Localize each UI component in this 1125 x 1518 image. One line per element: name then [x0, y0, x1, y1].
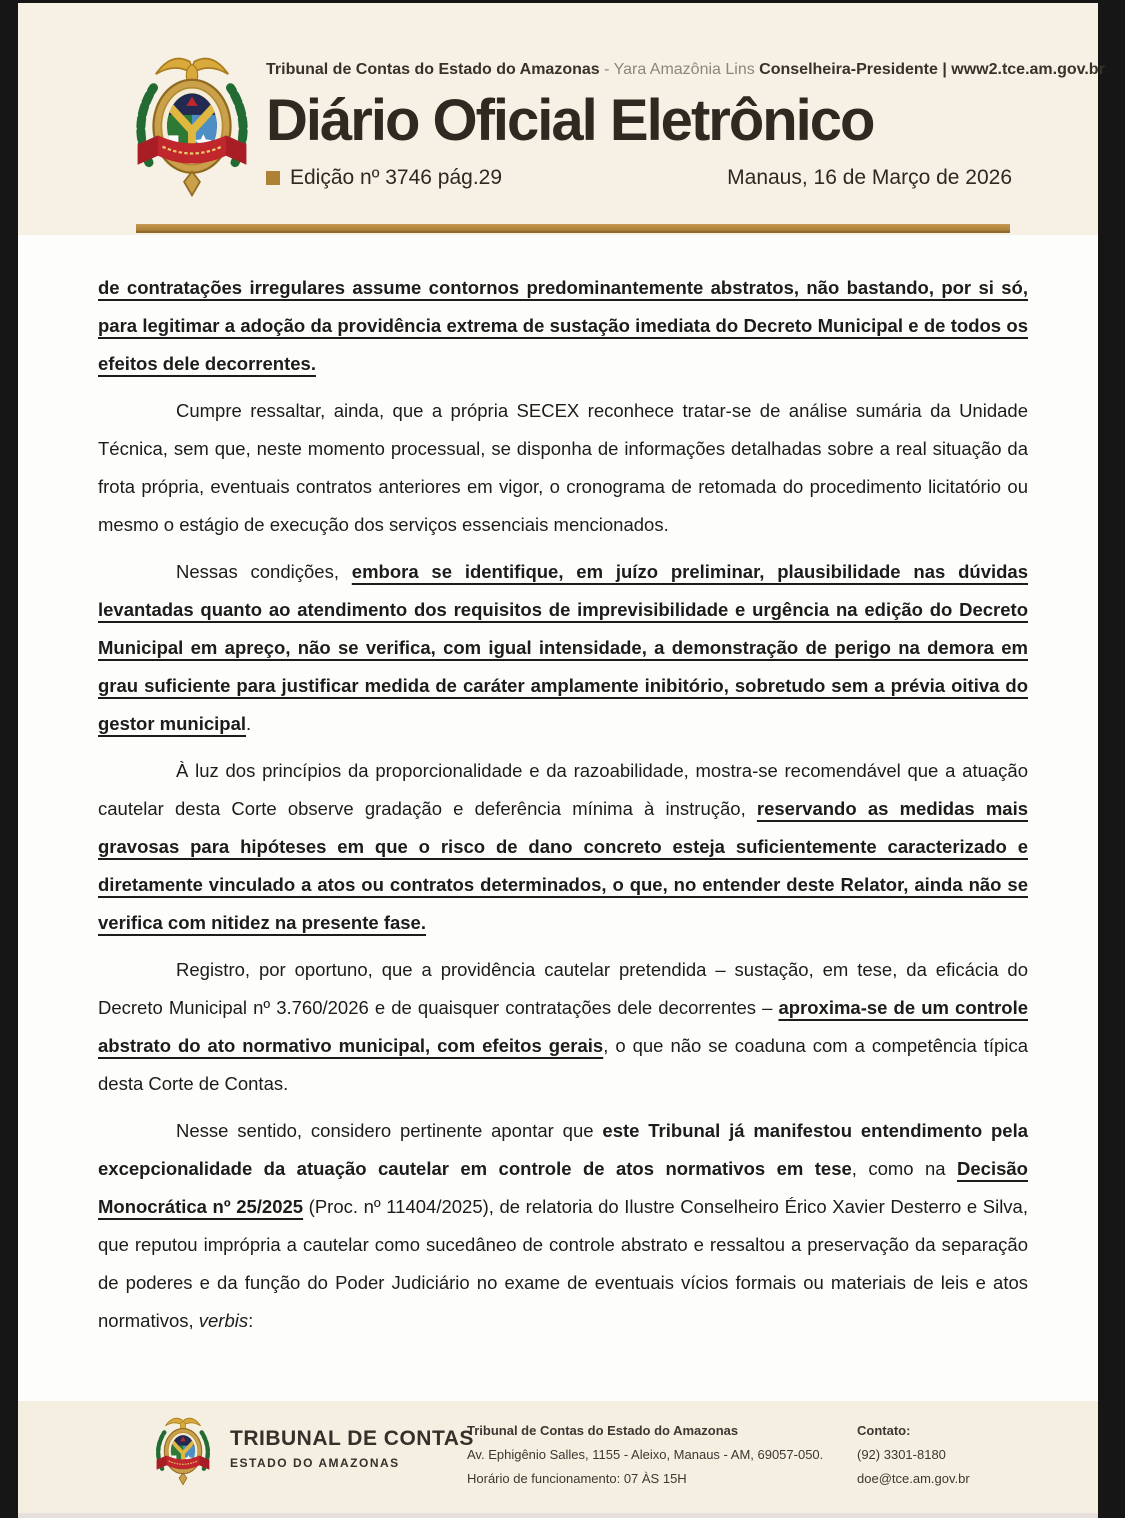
footer — [18, 1401, 1098, 1515]
text-run: Cumpre ressaltar, ainda, que a própria SECEX reconhece tratar-se de análise sumária da Unidade Técnica, sem que, neste momento processual, se disponha de informações detalhadas sobre a real situação da frota própria, eventuais contratos anteriores em vigor, o cronograma de retomada do procedimento licitatório ou mesmo o estágio de execução dos serviços essenciais mencionados. — [98, 400, 1028, 535]
text-run: Nessas condições, — [176, 561, 352, 582]
org-separator: - — [599, 61, 614, 78]
footer-brand-subtitle: ESTADO DO AMAZONAS — [230, 1456, 400, 1470]
president-title-url: Conselheira-Presidente | www2.tce.am.gov.br — [759, 61, 1105, 78]
text-run: Decisão Monocrática nº 25/2025 — [98, 1158, 1028, 1217]
text-run: Registro, por oportuno, que a providência cautelar pretendida – sustação, em tese, da eficácia do Decreto Municipal nº 3.760/2026 e de quaisquer contratações dele decorrentes – — [98, 959, 1028, 1018]
president-name: Yara Amazônia Lins — [613, 61, 760, 78]
org-name: Tribunal de Contas do Estado do Amazonas — [266, 61, 600, 78]
bottom-strip — [18, 1513, 1098, 1518]
paragraph — [98, 553, 1028, 743]
text-run: embora se identifique, em juízo preliminar, plausibilidade nas dúvidas levantadas quanto ao atendimento dos requisitos de imprevisibilidade e urgência na edição do Decreto Municipal em apreço, não se verifica, com igual intensidade, a demonstração de perigo na demora em grau suficiente para justificar medida de caráter amplamente inibitório, sobretudo sem a prévia oitiva do gestor municipal — [98, 561, 1028, 734]
footer-office-name: Tribunal de Contas do Estado do Amazonas — [467, 1423, 739, 1438]
tce-coat-of-arms-icon — [124, 39, 260, 209]
edition-label — [266, 166, 502, 190]
header-text — [266, 3, 1105, 190]
footer-brand — [230, 1427, 474, 1470]
text-run: verbis — [198, 1310, 249, 1331]
header — [18, 3, 1105, 235]
text-run: , como na — [851, 1158, 958, 1179]
footer-office-block — [467, 1419, 823, 1491]
paragraph — [98, 951, 1028, 1103]
text-run: (Proc. nº 11404/2025), de relatoria do Ilustre Conselheiro Érico Xavier Desterro e Silva, que reputou imprópria a cautelar como sucedâneo de controle abstrato e ressaltou a preservação da separação de poderes e da função do Poder Judiciário no exame de eventuais vícios formais ou materiais de leis e atos normativos, — [98, 1196, 1028, 1331]
page-title: Diário Oficial Eletrônico — [266, 88, 874, 153]
text-run: de contratações irregulares assume contornos predominantemente abstratos, não bastando, por si só, para legitimar a adoção da providência extrema de sustação imediata do Decreto Municipal e de todos os efeitos dele decorrentes. — [98, 277, 1028, 374]
tce-coat-of-arms-small-icon — [150, 1409, 216, 1491]
edition-text: Edição nº 3746 pág.29 — [290, 166, 503, 189]
text-run: : — [248, 1310, 254, 1331]
text-run: , o que não se coaduna com a competência típica desta Corte de Contas. — [98, 1035, 1028, 1094]
header-divider — [136, 224, 1010, 233]
date-label: Manaus, 16 de Março de 2026 — [727, 166, 1012, 189]
text-run: aproxima-se de um controle abstrato do ato normativo municipal, com efeitos gerais — [98, 997, 1029, 1056]
text-run: . — [246, 713, 252, 734]
text-run: este Tribunal já manifestou entendimento pela excepcionalidade da atuação cautelar em controle de atos normativos em tese — [98, 1120, 1028, 1179]
footer-brand-title: TRIBUNAL DE CONTAS — [230, 1427, 474, 1450]
text-run: À luz dos princípios da proporcionalidade e da razoabilidade, mostra-se recomendável que a atuação cautelar desta Corte observe gradação e deferência mínima à instrução, — [98, 760, 1028, 819]
document — [18, 3, 1105, 1518]
footer-office-address: Av. Ephigênio Salles, 1155 - Aleixo, Manaus - AM, 69057-050. — [467, 1447, 824, 1462]
org-line — [266, 61, 1105, 79]
paragraph — [98, 392, 1028, 544]
footer-contact-email: doe@tce.am.gov.br — [857, 1471, 970, 1486]
text-run: reservando as medidas mais gravosas para hipóteses em que o risco de dano concreto esteja suficientemente caracterizado e diretamente vinculado a atos ou contratos determinados, o que, no entender deste Relator, ainda não se verifica com nitidez na presente fase. — [98, 798, 1028, 933]
paragraph — [98, 269, 1028, 383]
paragraph — [98, 752, 1028, 942]
footer-contact-phone: (92) 3301-8180 — [857, 1447, 946, 1462]
edition-bullet-icon — [266, 171, 280, 185]
meta-row — [266, 166, 1012, 190]
footer-contact-block — [857, 1419, 970, 1491]
paragraph — [98, 1112, 1028, 1340]
footer-contact-label: Contato: — [857, 1423, 911, 1438]
footer-office-hours: Horário de funcionamento: 07 ÀS 15H — [467, 1471, 687, 1486]
body-paragraphs — [98, 235, 1028, 1349]
text-run: Nesse sentido, considero pertinente apontar que — [176, 1120, 603, 1141]
